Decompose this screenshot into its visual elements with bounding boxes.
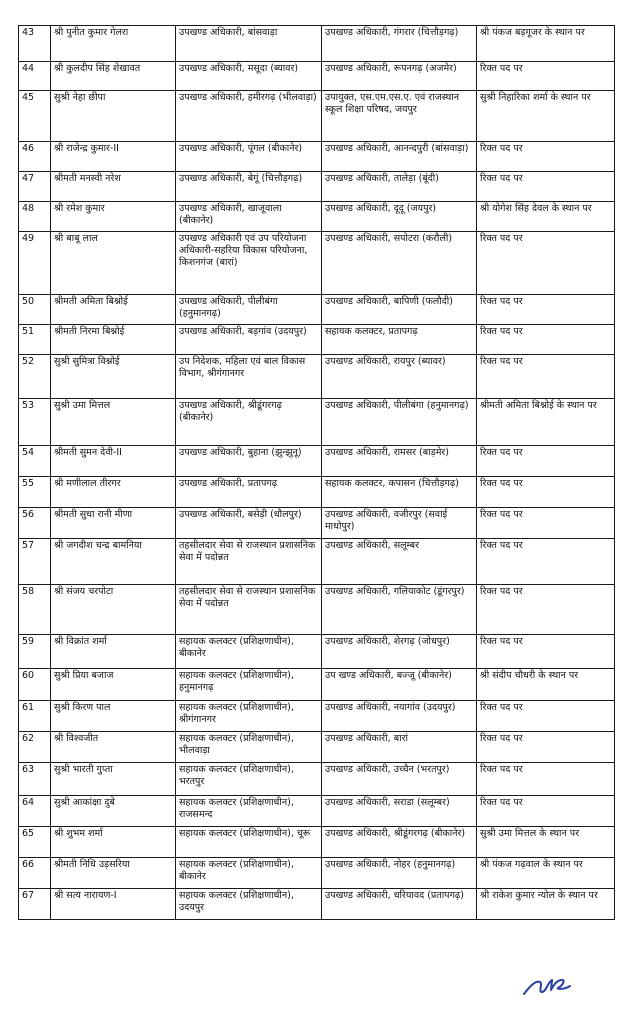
table-row xyxy=(19,508,615,539)
table-row xyxy=(19,62,615,91)
new-posting: उपखण्ड अधिकारी, रायपुर (ब्यावर) xyxy=(322,355,477,399)
table-row xyxy=(19,635,615,669)
serial-number: 60 xyxy=(19,669,51,701)
table-row xyxy=(19,763,615,796)
remark: रिक्त पद पर xyxy=(477,62,615,91)
table-row xyxy=(19,701,615,732)
officer-name: श्री विश्वजीत xyxy=(51,732,176,763)
current-posting: उपखण्ड अधिकारी, प्रतापगढ़ xyxy=(176,477,322,508)
serial-number: 43 xyxy=(19,26,51,62)
new-posting: उपखण्ड अधिकारी, नोहर (हनुमानगढ़) xyxy=(322,858,477,889)
remark: श्री पंकज बड़गूजर के स्थान पर xyxy=(477,26,615,62)
remark: रिक्त पद पर xyxy=(477,796,615,827)
officer-name: सुश्री सुमित्रा विश्नोई xyxy=(51,355,176,399)
table-row xyxy=(19,539,615,585)
serial-number: 58 xyxy=(19,585,51,635)
current-posting: सहायक कलक्टर (प्रशिक्षणाधीन), भरतपुर xyxy=(176,763,322,796)
officer-name: सुश्री प्रिया बजाज xyxy=(51,669,176,701)
remark: रिक्त पद पर xyxy=(477,142,615,172)
table-row xyxy=(19,477,615,508)
current-posting: उपखण्ड अधिकारी, खाजूवाला (बीकानेर) xyxy=(176,202,322,232)
new-posting: उपखण्ड अधिकारी, बारां xyxy=(322,732,477,763)
new-posting: उपखण्ड अधिकारी, उच्चैन (भरतपुर) xyxy=(322,763,477,796)
remark: श्री राकेश कुमार न्योल के स्थान पर xyxy=(477,889,615,920)
remark: रिक्त पद पर xyxy=(477,355,615,399)
officer-name: श्री राजेन्द्र कुमार-II xyxy=(51,142,176,172)
officer-name: श्रीमती मनस्वी नरेश xyxy=(51,172,176,202)
table-row xyxy=(19,732,615,763)
officer-name: सुश्री आकांक्षा दुबे xyxy=(51,796,176,827)
officer-name: सुश्री नेहा छीपा xyxy=(51,91,176,142)
current-posting: उपखण्ड अधिकारी, बांसवाड़ा xyxy=(176,26,322,62)
new-posting: उपखण्ड अधिकारी, दूदू (जयपुर) xyxy=(322,202,477,232)
serial-number: 45 xyxy=(19,91,51,142)
new-posting: उपखण्ड अधिकारी, सराडा (सलूम्बर) xyxy=(322,796,477,827)
table-row xyxy=(19,446,615,477)
new-posting: सहायक कलक्टर, कपासन (चित्तौड़गढ़) xyxy=(322,477,477,508)
remark: रिक्त पद पर xyxy=(477,295,615,325)
officer-name: श्रीमती सुधा रानी मीणा xyxy=(51,508,176,539)
current-posting: उपखण्ड अधिकारी, मसूदा (ब्यावर) xyxy=(176,62,322,91)
new-posting: उपखण्ड अधिकारी, आनन्दपुरी (बांसवाड़ा) xyxy=(322,142,477,172)
serial-number: 47 xyxy=(19,172,51,202)
new-posting: उपखण्ड अधिकारी, रामसर (बाड़मेर) xyxy=(322,446,477,477)
officer-name: श्रीमती निरमा बिश्नोई xyxy=(51,325,176,355)
current-posting: उपखण्ड अधिकारी, हमीरगढ़ (भीलवाड़ा) xyxy=(176,91,322,142)
remark: श्री योगेश सिंह देवल के स्थान पर xyxy=(477,202,615,232)
remark: रिक्त पद पर xyxy=(477,763,615,796)
officer-name: श्रीमती सुमन देवी-II xyxy=(51,446,176,477)
serial-number: 53 xyxy=(19,399,51,446)
current-posting: उपखण्ड अधिकारी, पीलीबंगा (हनुमानगढ़) xyxy=(176,295,322,325)
table-row xyxy=(19,91,615,142)
remark: सुश्री उमा मित्तल के स्थान पर xyxy=(477,827,615,858)
remark: रिक्त पद पर xyxy=(477,732,615,763)
officer-name: श्री जगदीश चन्द्र बामनिया xyxy=(51,539,176,585)
table-row xyxy=(19,669,615,701)
serial-number: 54 xyxy=(19,446,51,477)
officer-name: श्री बाबू लाल xyxy=(51,232,176,295)
officer-name: सुश्री उमा मित्तल xyxy=(51,399,176,446)
table-row xyxy=(19,202,615,232)
table-row xyxy=(19,172,615,202)
officer-name: श्रीमती अमिता बिश्नोई xyxy=(51,295,176,325)
current-posting: सहायक कलक्टर (प्रशिक्षणाधीन), भीलवाड़ा xyxy=(176,732,322,763)
current-posting: उपखण्ड अधिकारी एवं उप परियोजना अधिकारी-सहरिया विकास परियोजना, किशनगंज (बारां) xyxy=(176,232,322,295)
remark: रिक्त पद पर xyxy=(477,172,615,202)
serial-number: 56 xyxy=(19,508,51,539)
officer-name: सुश्री किरण पाल xyxy=(51,701,176,732)
new-posting: उपखण्ड अधिकारी, धरियावद (प्रतापगढ़) xyxy=(322,889,477,920)
remark: रिक्त पद पर xyxy=(477,585,615,635)
new-posting: उपखण्ड अधिकारी, वजीरपुर (सवाई माधोपुर) xyxy=(322,508,477,539)
serial-number: 51 xyxy=(19,325,51,355)
serial-number: 52 xyxy=(19,355,51,399)
new-posting: उपखण्ड अधिकारी, गलियाकोट (डूंगरपुर) xyxy=(322,585,477,635)
new-posting: सहायक कलक्टर, प्रतापगढ़ xyxy=(322,325,477,355)
current-posting: उपखण्ड अधिकारी, बसेड़ी (धौलपुर) xyxy=(176,508,322,539)
current-posting: तहसीलदार सेवा से राजस्थान प्रशासनिक सेवा में पदोन्नत xyxy=(176,585,322,635)
table-row xyxy=(19,142,615,172)
serial-number: 49 xyxy=(19,232,51,295)
remark: रिक्त पद पर xyxy=(477,508,615,539)
serial-number: 57 xyxy=(19,539,51,585)
serial-number: 64 xyxy=(19,796,51,827)
remark: श्री पंकज गढ़वाल के स्थान पर xyxy=(477,858,615,889)
serial-number: 67 xyxy=(19,889,51,920)
current-posting: सहायक कलक्टर (प्रशिक्षणाधीन), हनुमानगढ़ xyxy=(176,669,322,701)
remark: रिक्त पद पर xyxy=(477,701,615,732)
new-posting: उपखण्ड अधिकारी, तालेड़ा (बूंदी) xyxy=(322,172,477,202)
new-posting: उपखण्ड अधिकारी, श्रीडूंगरगढ़ (बीकानेर) xyxy=(322,827,477,858)
remark: रिक्त पद पर xyxy=(477,635,615,669)
remark: श्री संदीप चौधरी के स्थान पर xyxy=(477,669,615,701)
current-posting: उपखण्ड अधिकारी, श्रीडूंगरगढ़ (बीकानेर) xyxy=(176,399,322,446)
table-row xyxy=(19,26,615,62)
new-posting: उपखण्ड अधिकारी, रूपनगढ़ (अजमेर) xyxy=(322,62,477,91)
current-posting: सहायक कलक्टर (प्रशिक्षणाधीन), श्रीगंगानगर xyxy=(176,701,322,732)
new-posting: उपखण्ड अधिकारी, पीलीबंगा (हनुमानगढ़) xyxy=(322,399,477,446)
current-posting: तहसीलदार सेवा से राजस्थान प्रशासनिक सेवा में पदोन्नत xyxy=(176,539,322,585)
new-posting: उपायुक्त, एस.एम.एस.ए. एवं राजस्थान स्कूल शिक्षा परिषद, जयपुर xyxy=(322,91,477,142)
current-posting: उपखण्ड अधिकारी, बेगूं (चित्तौड़गढ़) xyxy=(176,172,322,202)
table-row xyxy=(19,796,615,827)
remark: सुश्री निहारिका शर्मा के स्थान पर xyxy=(477,91,615,142)
table-row xyxy=(19,858,615,889)
serial-number: 59 xyxy=(19,635,51,669)
transfer-table xyxy=(18,25,615,920)
officer-name: श्रीमती निधि उड़सरिया xyxy=(51,858,176,889)
new-posting: उपखण्ड अधिकारी, सपोटरा (करौली) xyxy=(322,232,477,295)
officer-name: श्री सत्य नारायण-I xyxy=(51,889,176,920)
officer-name: श्री रमेश कुमार xyxy=(51,202,176,232)
new-posting: उप खण्ड अधिकारी, बज्जू (बीकानेर) xyxy=(322,669,477,701)
serial-number: 55 xyxy=(19,477,51,508)
remark: रिक्त पद पर xyxy=(477,232,615,295)
table-row xyxy=(19,232,615,295)
serial-number: 50 xyxy=(19,295,51,325)
current-posting: सहायक कलक्टर (प्रशिक्षणाधीन), बीकानेर xyxy=(176,635,322,669)
table-row xyxy=(19,295,615,325)
officer-name: श्री पुनीत कुमार गेलरा xyxy=(51,26,176,62)
current-posting: सहायक कलक्टर (प्रशिक्षणाधीन), उदयपुर xyxy=(176,889,322,920)
officer-name: श्री शुभम शर्मा xyxy=(51,827,176,858)
table-row xyxy=(19,827,615,858)
current-posting: उपखण्ड अधिकारी, बड़गांव (उदयपुर) xyxy=(176,325,322,355)
new-posting: उपखण्ड अधिकारी, सलूम्बर xyxy=(322,539,477,585)
remark: रिक्त पद पर xyxy=(477,477,615,508)
serial-number: 63 xyxy=(19,763,51,796)
current-posting: सहायक कलक्टर (प्रशिक्षणाधीन), राजसमन्द xyxy=(176,796,322,827)
table-row xyxy=(19,355,615,399)
remark: रिक्त पद पर xyxy=(477,325,615,355)
remark: श्रीमती अमिता बिश्नोई के स्थान पर xyxy=(477,399,615,446)
new-posting: उपखण्ड अधिकारी, नयागांव (उदयपुर) xyxy=(322,701,477,732)
current-posting: सहायक कलक्टर (प्रशिक्षणाधीन), बीकानेर xyxy=(176,858,322,889)
serial-number: 46 xyxy=(19,142,51,172)
table-row xyxy=(19,585,615,635)
current-posting: सहायक कलक्टर (प्रशिक्षणाधीन), चूरू xyxy=(176,827,322,858)
current-posting: उपखण्ड अधिकारी, पूंगल (बीकानेर) xyxy=(176,142,322,172)
table-row xyxy=(19,399,615,446)
table-row xyxy=(19,889,615,920)
serial-number: 66 xyxy=(19,858,51,889)
officer-name: श्री विक्रांत शर्मा xyxy=(51,635,176,669)
officer-name: श्री कुलदीप सिंह शेखावत xyxy=(51,62,176,91)
new-posting: उपखण्ड अधिकारी, गंगरार (चित्तौड़गढ़) xyxy=(322,26,477,62)
serial-number: 62 xyxy=(19,732,51,763)
serial-number: 44 xyxy=(19,62,51,91)
new-posting: उपखण्ड अधिकारी, बापिणी (फलौदी) xyxy=(322,295,477,325)
serial-number: 65 xyxy=(19,827,51,858)
new-posting: उपखण्ड अधिकारी, शेरगढ़ (जोधपुर) xyxy=(322,635,477,669)
table-row xyxy=(19,325,615,355)
officer-name: श्री मणीलाल तीरगर xyxy=(51,477,176,508)
current-posting: उपखण्ड अधिकारी, बुहाना (झुन्झुनू) xyxy=(176,446,322,477)
officer-name: सुश्री भारती गुप्ता xyxy=(51,763,176,796)
remark: रिक्त पद पर xyxy=(477,539,615,585)
remark: रिक्त पद पर xyxy=(477,446,615,477)
current-posting: उप निदेशक, महिला एवं बाल विकास विभाग, श्रीगंगानगर xyxy=(176,355,322,399)
serial-number: 61 xyxy=(19,701,51,732)
officer-name: श्री संजय चरपोटा xyxy=(51,585,176,635)
serial-number: 48 xyxy=(19,202,51,232)
document-page xyxy=(18,25,615,920)
handwritten-signature xyxy=(518,964,578,1004)
